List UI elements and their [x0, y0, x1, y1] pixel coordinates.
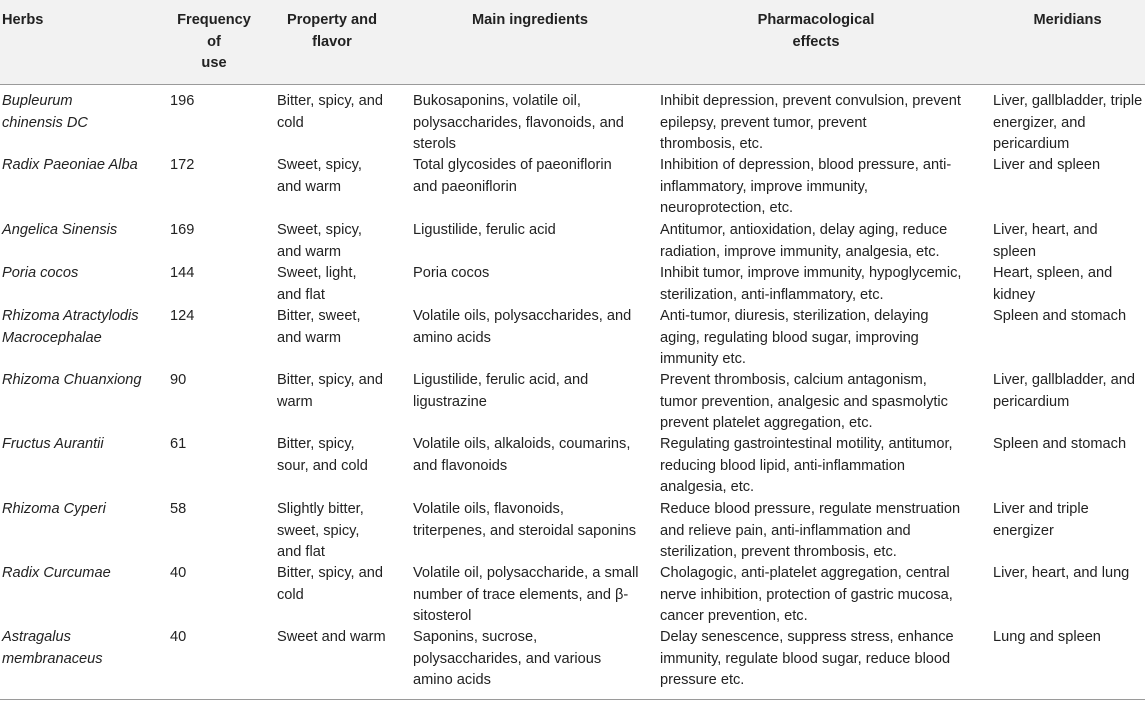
header-effects: Pharmacological effects: [757, 12, 875, 50]
property-flavor: Sweet and warm: [277, 629, 386, 645]
frequency-value: 172: [170, 157, 195, 173]
meridians: Spleen and stomach: [993, 308, 1127, 324]
property-flavor: Bitter, sweet, and warm: [277, 308, 361, 346]
main-ingredients: Poria cocos: [413, 265, 490, 281]
pharmacological-effects: Inhibit depression, prevent convulsion, prevent epilepsy, prevent tumor, prevent thrombosis, etc.: [660, 93, 961, 152]
herb-name: Rhizoma Atractylodis Macrocephalae: [2, 308, 139, 346]
main-ingredients: Ligustilide, ferulic acid, and ligustrazine: [413, 372, 589, 410]
frequency-value: 196: [170, 93, 195, 109]
header-herbs: Herbs: [2, 12, 44, 28]
pharmacological-effects: Regulating gastrointestinal motility, antitumor, reducing blood lipid, anti-inflammation analgesia, etc.: [660, 436, 953, 495]
meridians: Liver, heart, and lung: [993, 565, 1130, 581]
header-meridians: Meridians: [1033, 12, 1102, 28]
pharmacological-effects: Inhibit tumor, improve immunity, hypoglycemic, sterilization, anti-inflammatory, etc.: [660, 265, 962, 303]
header-ingredients: Main ingredients: [472, 12, 588, 28]
meridians: Liver, gallbladder, triple energizer, and pericardium: [993, 93, 1143, 152]
frequency-value: 169: [170, 222, 195, 238]
property-flavor: Sweet, light, and flat: [277, 265, 357, 303]
herb-name: Angelica Sinensis: [2, 222, 118, 238]
main-ingredients: Volatile oils, alkaloids, coumarins, and flavonoids: [413, 436, 631, 474]
herb-name: Radix Paeoniae Alba: [2, 157, 138, 173]
main-ingredients: Bukosaponins, volatile oil, polysaccharides, flavonoids, and sterols: [413, 93, 624, 152]
frequency-value: 61: [170, 436, 187, 452]
header-divider: [0, 84, 1145, 85]
frequency-value: 144: [170, 265, 195, 281]
meridians: Heart, spleen, and kidney: [993, 265, 1113, 303]
meridians: Lung and spleen: [993, 629, 1101, 645]
meridians: Liver, gallbladder, and pericardium: [993, 372, 1135, 410]
property-flavor: Slightly bitter, sweet, spicy, and flat: [277, 501, 364, 560]
herb-name: Fructus Aurantii: [2, 436, 104, 452]
frequency-value: 124: [170, 308, 195, 324]
property-flavor: Sweet, spicy, and warm: [277, 157, 362, 195]
herb-name: Rhizoma Chuanxiong: [2, 372, 142, 388]
meridians: Liver and spleen: [993, 157, 1101, 173]
main-ingredients: Volatile oil, polysaccharide, a small number of trace elements, and β- sitosterol: [413, 565, 639, 624]
main-ingredients: Saponins, sucrose, polysaccharides, and various amino acids: [413, 629, 602, 688]
pharmacological-effects: Prevent thrombosis, calcium antagonism, tumor prevention, analgesic and spasmolytic prevent platelet aggregation, etc.: [660, 372, 948, 431]
main-ingredients: Volatile oils, flavonoids, triterpenes, and steroidal saponins: [413, 501, 637, 539]
frequency-value: 58: [170, 501, 187, 517]
pharmacological-effects: Cholagogic, anti-platelet aggregation, central nerve inhibition, protection of gastric mucosa, cancer prevention, etc.: [660, 565, 953, 624]
frequency-value: 40: [170, 565, 187, 581]
pharmacological-effects: Delay senescence, suppress stress, enhance immunity, regulate blood sugar, reduce blood pressure etc.: [660, 629, 954, 688]
herb-name: Bupleurum chinensis DC: [2, 93, 88, 131]
meridians: Liver, heart, and spleen: [993, 222, 1098, 260]
frequency-value: 90: [170, 372, 187, 388]
herb-name: Poria cocos: [2, 265, 79, 281]
main-ingredients: Volatile oils, polysaccharides, and amino acids: [413, 308, 632, 346]
pharmacological-effects: Antitumor, antioxidation, delay aging, reduce radiation, improve immunity, analgesia, etc.: [660, 222, 948, 260]
frequency-value: 40: [170, 629, 187, 645]
property-flavor: Bitter, spicy, and warm: [277, 372, 383, 410]
meridians: Spleen and stomach: [993, 436, 1127, 452]
herb-name: Rhizoma Cyperi: [2, 501, 106, 517]
property-flavor: Bitter, spicy, and cold: [277, 565, 383, 603]
main-ingredients: Ligustilide, ferulic acid: [413, 222, 556, 238]
pharmacological-effects: Anti-tumor, diuresis, sterilization, delaying aging, regulating blood sugar, improving immunity etc.: [660, 308, 929, 367]
pharmacological-effects: Inhibition of depression, blood pressure, anti- inflammatory, improve immunity, neuroprotection, etc.: [660, 157, 952, 216]
table-bottom-rule: [0, 699, 1145, 700]
header-property: Property and flavor: [286, 12, 377, 50]
herb-name: Radix Curcumae: [2, 565, 111, 581]
herb-name: Astragalus membranaceus: [2, 629, 103, 667]
pharmacological-effects: Reduce blood pressure, regulate menstruation and relieve pain, anti-inflammation and sterilization, prevent thrombosis, etc.: [660, 501, 961, 560]
main-ingredients: Total glycosides of paeoniflorin and paeoniflorin: [413, 157, 612, 195]
property-flavor: Sweet, spicy, and warm: [277, 222, 362, 260]
property-flavor: Bitter, spicy, sour, and cold: [277, 436, 368, 474]
header-frequency: Frequency of use: [177, 12, 251, 71]
meridians: Liver and triple energizer: [993, 501, 1089, 539]
property-flavor: Bitter, spicy, and cold: [277, 93, 383, 131]
